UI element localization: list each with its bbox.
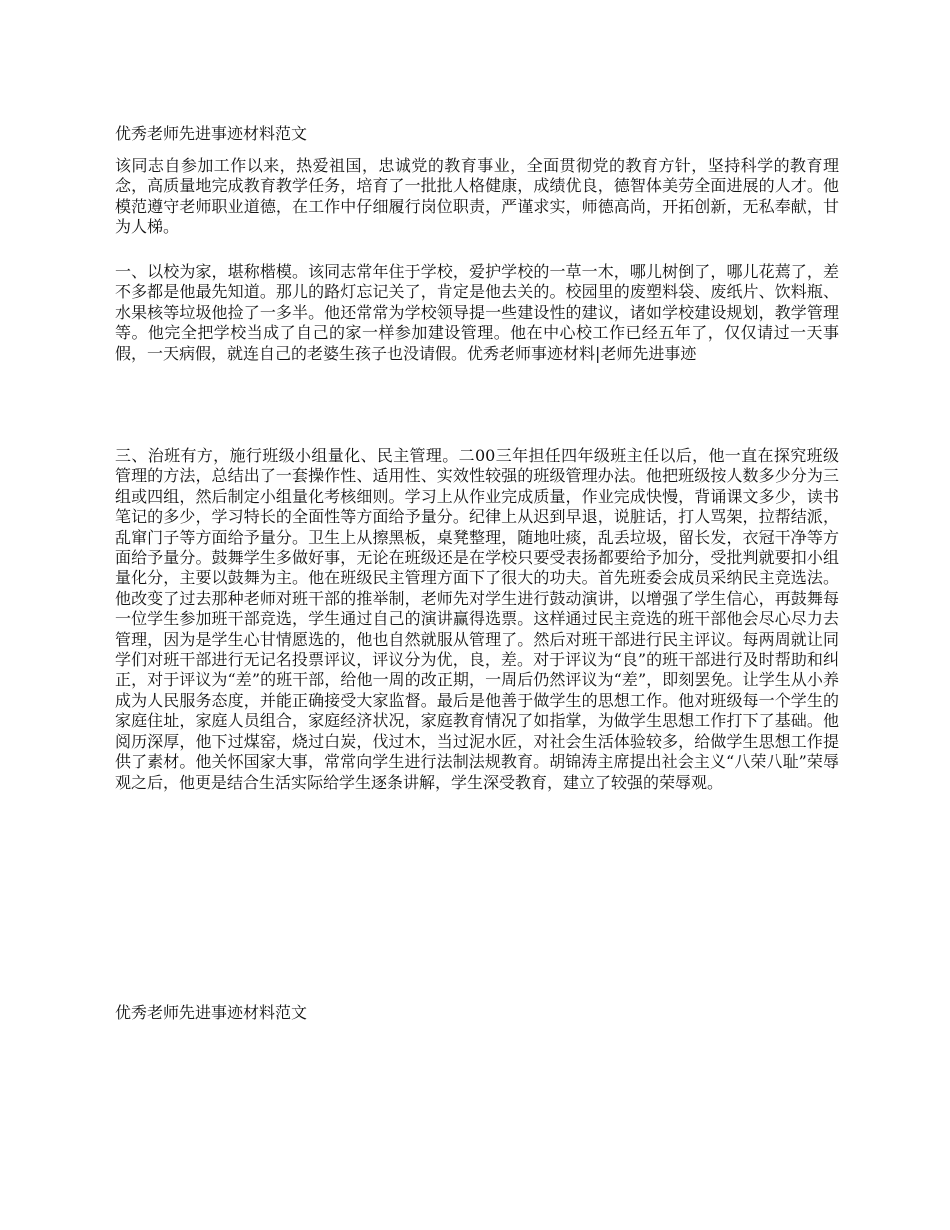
paragraph-section-one: 一、以校为家，堪称楷模。该同志常年住于学校，爱护学校的一草一木，哪儿树倒了，哪儿花蔫了，差不多都是他最先知道。那儿的路灯忘记关了，肯定是他去关的。校园里的废塑料袋、废纸片、饮料瓶、水果核等垃圾他捡了一多半。他还常常为学校领导提一些建设性的建议，诸如学校建设规划，教学管理等。他完全把学校当成了自己的家一样参加建设管理。他在中心校工作已经五年了，仅仅请过一天事假，一天病假，就连自己的老婆生孩子也没请假。优秀老师事迹材料|老师先进事迹: [115, 262, 839, 363]
footer-title: 优秀老师先进事迹材料范文: [115, 1003, 308, 1022]
paragraph-section-three: 三、治班有方，施行班级小组量化、民主管理。二00三年担任四年级班主任以后，他一直在探究班级管理的方法，总结出了一套操作性、适用性、实效性较强的班级管理办法。他把班级按人数多少分为三组或四组，然后制定小组量化考核细则。学习上从作业完成质量，作业完成快慢，背诵课文多少，读书笔记的多少，学习特长的全面性等方面给予量分。纪律上从迟到早退，说脏话，打人骂架，拉帮结派，乱窜门子等方面给予量分。卫生上从擦黑板，桌凳整理，随地吐痰，乱丢垃圾，留长发，衣冠干净等方面给予量分。鼓舞学生多做好事，无论在班级还是在学校只要受表扬都要给予加分，受批判就要扣小组量化分，主要以鼓舞为主。他在班级民主管理方面下了很大的功夫。首先班委会成员采纳民主竞选法。他改变了过去那种老师对班干部的推举制，老师先对学生进行鼓动演讲，以增强了学生信心，再鼓舞每一位学生参加班干部竞选，学生通过自己的演讲赢得选票。这样通过民主竞选的班干部他会尽心尽力去管理，因为是学生心甘情愿选的，他也自然就服从管理了。然后对班干部进行民主评议。每两周就让同学们对班干部进行无记名投票评议，评议分为优，良，差。对于评议为“良”的班干部进行及时帮助和纠正，对于评议为“差”的班干部，给他一周的改正期，一周后仍然评议为“差”，即刻罢免。让学生从小养成为人民服务态度，并能正确接受大家监督。最后是他善于做学生的思想工作。他对班级每一个学生的家庭住址，家庭人员组合，家庭经济状况，家庭教育情况了如指掌，为做学生思想工作打下了基础。他阅历深厚，他下过煤窑，烧过白炭，伐过木，当过泥水匠，对社会生活体验较多，给做学生思想工作提供了素材。他关怀国家大事，常常向学生进行法制法规教育。胡锦涛主席提出社会主义“八荣八耻”荣辱观之后，他更是结合生活实际给学生逐条讲解，学生深受教育，建立了较强的荣辱观。: [115, 446, 839, 792]
paragraph-intro: 该同志自参加工作以来，热爱祖国，忠诚党的教育事业，全面贯彻党的教育方针，坚持科学的教育理念，高质量地完成教育教学任务，培育了一批批人格健康，成绩优良，德智体美劳全面进展的人才。他模范遵守老师职业道德，在工作中仔细履行岗位职责，严谨求实，师德高尚，开拓创新，无私奉献，甘为人梯。: [115, 156, 839, 237]
document-title: 优秀老师先进事迹材料范文: [115, 124, 308, 143]
